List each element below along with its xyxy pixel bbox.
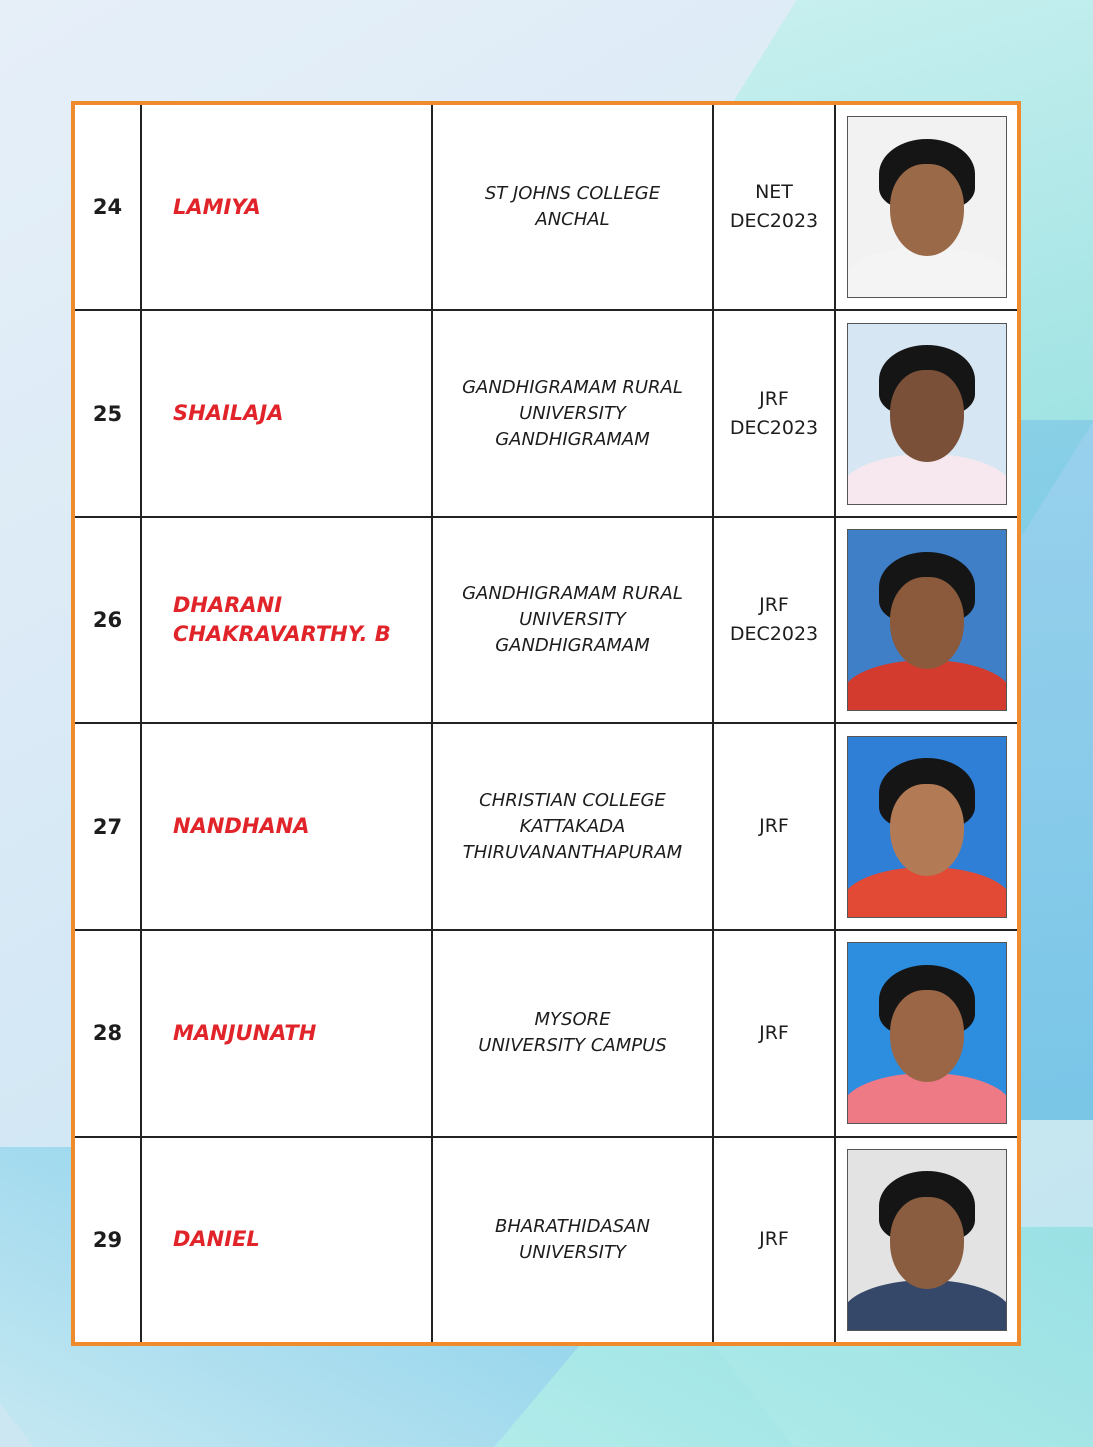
results-table [71, 101, 1021, 1346]
student-photo [847, 116, 1007, 298]
serial-number: 29 [75, 1137, 141, 1342]
table-row [75, 105, 1017, 310]
institution: ST JOHNS COLLEGE ANCHAL [432, 105, 713, 310]
exam-result: JRF [713, 723, 835, 930]
exam-result: NET DEC2023 [713, 105, 835, 310]
student-photo [847, 323, 1007, 505]
serial-number: 27 [75, 723, 141, 930]
student-name: DHARANI CHAKRAVARTHY. B [141, 517, 432, 724]
student-name: LAMIYA [141, 105, 432, 310]
exam-result: JRF [713, 930, 835, 1137]
student-photo [847, 1149, 1007, 1331]
exam-result: JRF DEC2023 [713, 517, 835, 724]
serial-number: 26 [75, 517, 141, 724]
serial-number: 28 [75, 930, 141, 1137]
student-photo [847, 736, 1007, 918]
exam-result: JRF [713, 1137, 835, 1342]
serial-number: 24 [75, 105, 141, 310]
student-name: DANIEL [141, 1137, 432, 1342]
student-photo [847, 942, 1007, 1124]
table-row [75, 930, 1017, 1137]
student-name: SHAILAJA [141, 310, 432, 517]
institution: GANDHIGRAMAM RURAL UNIVERSITY GANDHIGRAMAM [432, 310, 713, 517]
serial-number: 25 [75, 310, 141, 517]
institution: MYSORE UNIVERSITY CAMPUS [432, 930, 713, 1137]
student-name: MANJUNATH [141, 930, 432, 1137]
student-photo [847, 529, 1007, 711]
table-row [75, 310, 1017, 517]
institution: GANDHIGRAMAM RURAL UNIVERSITY GANDHIGRAMAM [432, 517, 713, 724]
institution: BHARATHIDASAN UNIVERSITY [432, 1137, 713, 1342]
table-row [75, 517, 1017, 724]
table-row [75, 1137, 1017, 1342]
student-name: NANDHANA [141, 723, 432, 930]
exam-result: JRF DEC2023 [713, 310, 835, 517]
table-row [75, 723, 1017, 930]
institution: CHRISTIAN COLLEGE KATTAKADA THIRUVANANTHAPURAM [432, 723, 713, 930]
